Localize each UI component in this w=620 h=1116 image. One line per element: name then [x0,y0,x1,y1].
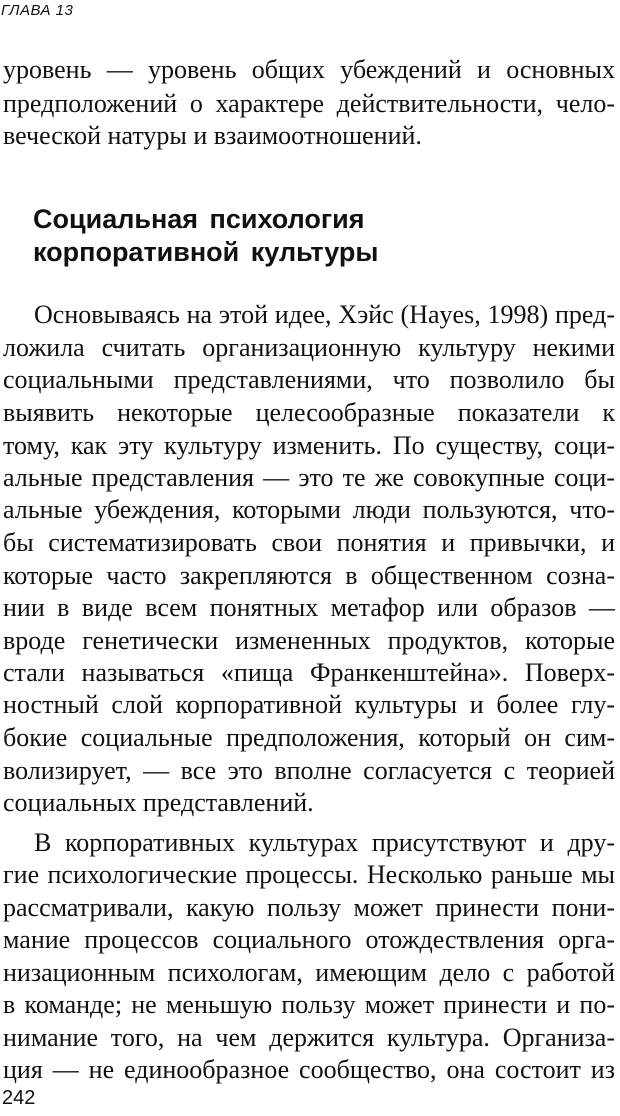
paragraph-line: рассматривали, какую пользу может принести пони- [3,893,615,922]
paragraph-line: ция — не единообразное сообщество, она состоит из [3,1055,615,1084]
paragraph-line: стали называться «пища Франкенштейна». Поверх- [3,658,615,687]
paragraph-line: альные убеждения, которыми люди пользуются, что- [3,495,615,524]
paragraph-line: которые часто закрепляются в общественном созна- [3,561,615,590]
paragraph-line: волизирует, — все это вполне согласуется с теорией [3,756,615,785]
paragraph-line: В корпоративных культурах присутствуют и дру- [34,828,615,857]
paragraph-line: социальными представлениями, что позволило бы [3,365,615,394]
paragraph-line: альные представления — это те же совокупные соци- [3,463,615,492]
paragraph-line: ложила считать организационную культуру некими [3,333,615,362]
intro-line: уровень — уровень общих убеждений и основных [3,55,615,84]
intro-line: веческой натуры и взаимоотношений. [3,121,422,150]
paragraph-line: нии в виде всем понятных метафор или образов — [3,593,615,622]
paragraph-line: Основываясь на этой идее, Хэйс (Hayes, 1998) пред- [34,300,615,329]
paragraph-line: мание процессов социального отождествления орга- [3,925,615,954]
paragraph-line: бы систематизировать свои понятия и привычки, и [3,528,615,557]
paragraph-line: выявить некоторые целесообразные показатели к [3,398,615,427]
heading-line: Социальная психология [33,204,365,234]
paragraph-line: в команде; не меньшую пользу может принести и по- [3,990,615,1019]
paragraph-line: ностный слой корпоративной культуры и более глу- [3,690,615,719]
paragraph-line: низационным психологам, имеющим дело с работой [3,958,615,987]
intro-line: предположений о характере действительности, чело- [3,89,615,118]
heading-line: корпоративной культуры [33,237,379,267]
paragraph-line: социальных представлений. [3,788,314,817]
paragraph-line: тому, как эту культуру изменить. По существу, соци- [3,431,615,460]
paragraph-line: бокие социальные предположения, который он сим- [3,723,615,752]
page-number: 242 [2,1087,36,1109]
paragraph-line: нимание того, на чем держится культура. Организа- [3,1023,615,1052]
paragraph-line: гие психологические процессы. Несколько раньше мы [3,860,615,889]
paragraph-line: вроде генетически измененных продуктов, которые [3,626,615,655]
running-head: ГЛАВА 13 [1,2,74,19]
